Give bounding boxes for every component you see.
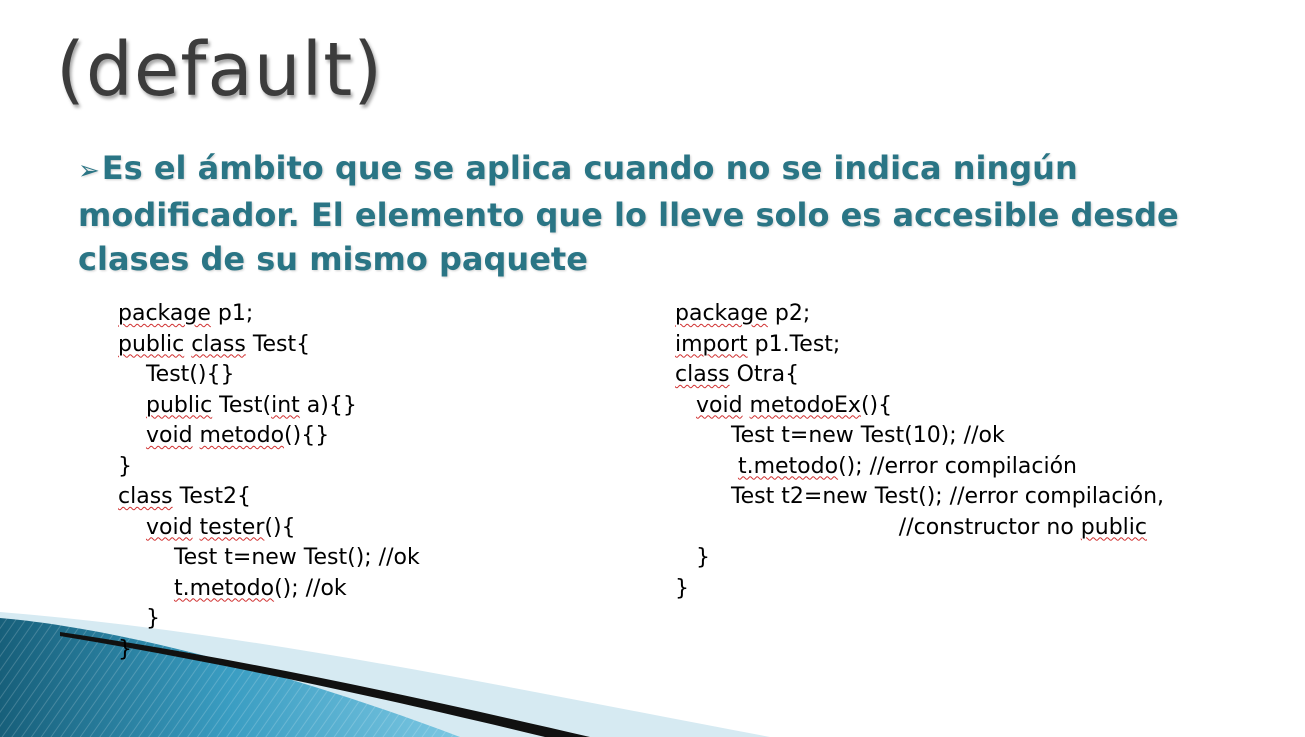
code-token-spellcheck: class: [675, 362, 730, 387]
code-token: [118, 515, 146, 540]
code-line: [118, 604, 598, 635]
code-token: p1;: [210, 301, 254, 326]
slide-title: (default): [56, 27, 384, 113]
code-token: }: [118, 606, 160, 631]
code-line: [675, 360, 1295, 391]
code-token-spellcheck: public: [118, 331, 185, 357]
code-token: [118, 393, 146, 418]
code-token: Test t2=new Test(); //error compilación,: [675, 484, 1165, 509]
code-token: }: [675, 575, 689, 601]
code-line: [118, 635, 598, 666]
code-token-spellcheck: public: [1080, 514, 1147, 540]
code-token-spellcheck: package: [118, 301, 211, 326]
code-token-spellcheck: metodo: [199, 423, 285, 448]
code-line: [118, 543, 598, 574]
code-token-spellcheck: int: [271, 392, 300, 418]
code-token: [193, 515, 200, 540]
code-token: //constructor no: [675, 514, 1081, 540]
code-token: (){}: [284, 423, 330, 448]
code-token: (){: [264, 514, 296, 540]
code-token: Test2{: [172, 484, 251, 509]
code-token: Test t=new Test(10); //ok: [675, 423, 1005, 448]
code-line: [675, 482, 1295, 513]
code-token: Test t=new Test(); //ok: [118, 545, 420, 570]
code-token-spellcheck: void: [145, 423, 193, 448]
code-token-spellcheck: metodoEx: [749, 392, 861, 418]
code-block-package-p1: [118, 299, 598, 665]
code-token-spellcheck: class: [191, 331, 246, 357]
code-line: [675, 299, 1295, 330]
code-line: [675, 574, 1295, 605]
code-token-spellcheck: void: [145, 514, 193, 540]
code-line: [118, 513, 598, 544]
bullet-arrow-icon: ➢: [78, 156, 100, 186]
code-line: [118, 299, 598, 330]
code-line: [675, 543, 1295, 574]
code-token-spellcheck: t.metodo: [173, 575, 275, 601]
code-token: a){}: [299, 392, 357, 418]
code-line: [675, 452, 1295, 483]
code-line: [118, 452, 598, 483]
bullet-text: Es el ámbito que se aplica cuando no se indica ningún modificador. El elemento que lo lleve solo es accesible desde clases de su mismo paquete: [78, 149, 1179, 278]
code-token: }: [118, 453, 132, 479]
code-token: p2;: [767, 301, 811, 326]
code-token: (); //error compilación: [838, 453, 1077, 479]
code-token: p1.Test;: [747, 331, 841, 357]
code-token: [193, 423, 200, 448]
code-line: [118, 391, 598, 422]
code-token: [118, 423, 146, 448]
code-token: [118, 576, 174, 601]
code-token: [743, 393, 750, 418]
code-token-spellcheck: void: [695, 392, 743, 418]
code-token-spellcheck: public: [145, 392, 213, 418]
code-token: }: [675, 545, 710, 570]
code-line: [118, 360, 598, 391]
code-token: (){: [860, 392, 893, 418]
code-token-spellcheck: class: [118, 484, 173, 509]
code-token: Test(){}: [118, 362, 235, 387]
code-token: Test(: [212, 392, 272, 418]
code-line: [118, 482, 598, 513]
code-token: }: [118, 636, 132, 662]
code-line: [118, 574, 598, 605]
code-line: [675, 421, 1295, 452]
code-token: [675, 454, 738, 479]
code-token-spellcheck: t.metodo: [737, 453, 839, 479]
code-token: Test{: [245, 331, 311, 357]
code-token-spellcheck: package: [675, 301, 768, 326]
code-token: Otra{: [729, 362, 800, 387]
code-block-package-p2: [675, 299, 1295, 604]
code-token: [675, 393, 696, 418]
code-line: [118, 421, 598, 452]
bullet-paragraph: [78, 146, 1238, 281]
code-token-spellcheck: tester: [199, 514, 265, 540]
code-line: [118, 330, 598, 361]
code-line: [675, 391, 1295, 422]
code-line: [675, 513, 1295, 544]
code-line: [675, 330, 1295, 361]
code-token: (); //ok: [274, 575, 347, 601]
code-token-spellcheck: import: [675, 331, 748, 357]
